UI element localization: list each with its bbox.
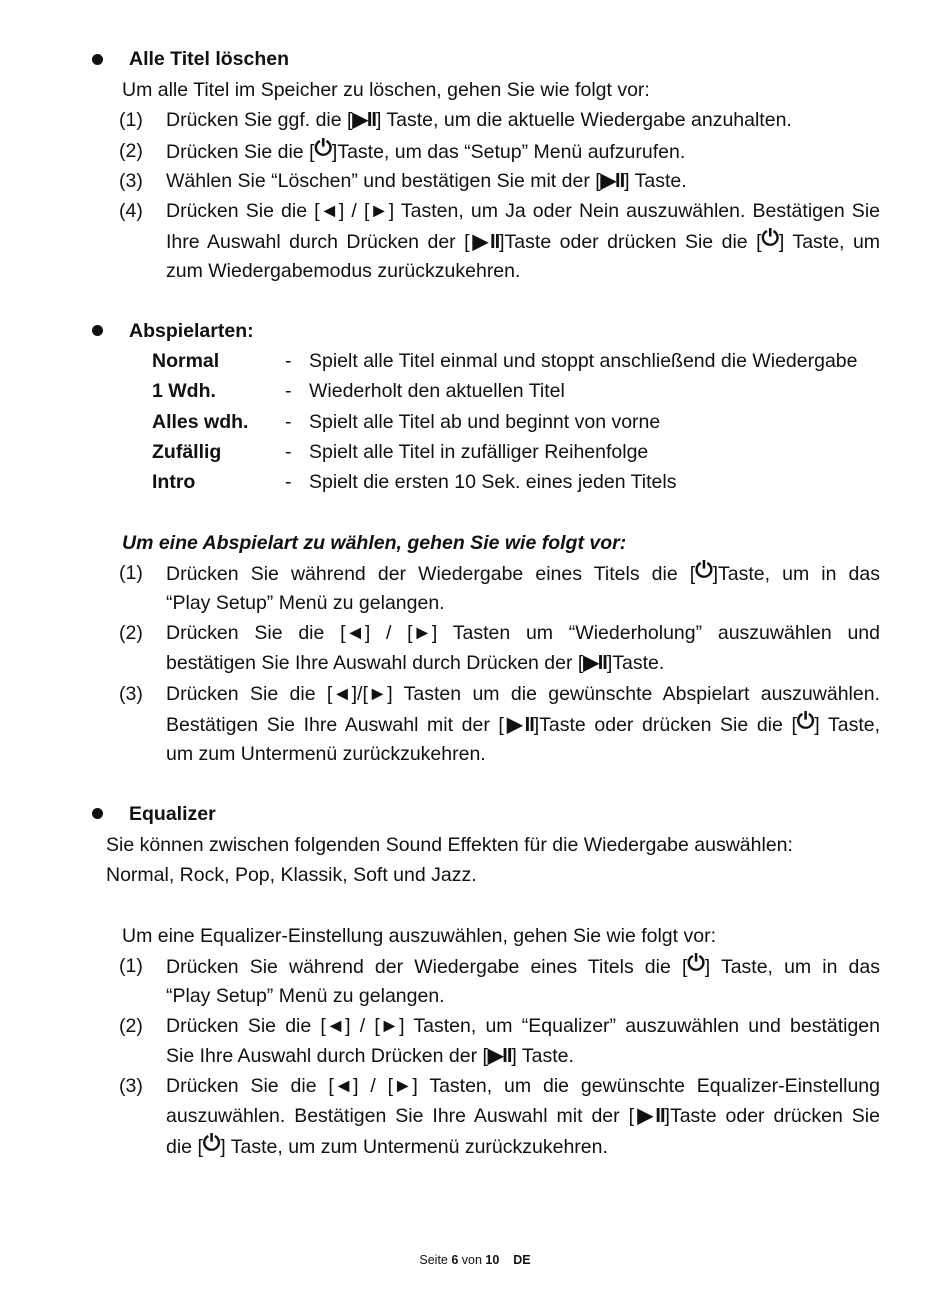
paragraph: Sie können zwischen folgenden Sound Effekten für die Wiedergabe auswählen: xyxy=(106,834,793,856)
list-item-continuation: “Play Setup” Menü zu gelangen. xyxy=(166,592,445,614)
power-icon: ⏻ xyxy=(695,557,713,582)
play-pause-icon: ▶II xyxy=(600,170,625,192)
power-icon: ⏻ xyxy=(314,135,332,160)
document-page: Alle Titel löschen Um alle Titel im Speicher zu löschen, gehen Sie wie folgt vor: (1) Drücken Sie ggf. die [▶II] Taste, um die aktuelle Wiedergabe anzuhalten. (2) Drücken Sie die [⏻]Taste, um das “Setup” Menü aufzurufen. (3) Wählen Sie “Löschen” und bestätigen Sie mit der [▶II] Taste. (4) Drücken Sie die [◄] / [►] Tasten, um Ja oder Nein auszuwählen. Bestätigen Sie Ihre Auswahl durch Drücken der [▶II]Taste oder drücken Sie die [⏻] Taste, um zum Wiedergabemodus zurückzukehren. Abspielarten: Normal - Spielt alle Titel einmal und stoppt anschließend die Wiedergabe 1 Wdh. - Wiederholt den aktuellen Titel Alles wdh. - Spielt alle Titel ab und beginnt von vorne Zufällig - Spielt alle Titel in zufälliger Reihenfolge Intro - Spielt die ersten 10 Sek. eines jeden Titels Um eine Abspielart zu wählen, gehen Sie wie folgt vor: (1) Drücken Sie während der Wiedergabe eines Titels die [⏻]Taste, um in das “Play Setup” Menü zu gelangen. (2) Drücken Sie die [◄] / [►] Tasten um “Wiederholung” auszuwählen und bestätigen Sie Ihre Auswahl durch Drücken der [▶II]Taste. (3) Drücken Sie die [◄]/[►] Tasten um die gewünschte Abspielart auszuwählen. Bestätigen Sie Ihre Auswahl mit der [▶II]Taste oder drücken Sie die [⏻] Taste, um zum Untermenü zurückzukehren. Equalizer Sie können zwischen folgenden Sound Effekten für die Wiedergabe auswählen: Normal, Rock, Pop, Klassik, Soft und Jazz. Um eine Equalizer-Einstellung auszuwählen, gehen Sie wie folgt vor: (1) Drücken Sie während der Wiedergabe eines Titels die [⏻] Taste, um in das “Play Setup” Menü zu gelangen. (2) Drücken Sie die [◄] / [►] Tasten, um “Equalizer” auszuwählen und bestätigen Sie Ihre Auswahl durch Drücken der [▶II] Taste. (3) Drücken Sie die [◄] / [►] Tasten, um die gewünschte Equalizer-Einstellung auszuwählen. Bestätigen Sie Ihre Auswahl mit der [▶II]Taste oder drücken Sie die [⏻] Taste, um zum Untermenü zurückzukehren. Seite 6 von 10 DE xyxy=(0,0,950,1291)
language-code: DE xyxy=(513,1253,531,1267)
power-icon: ⏻ xyxy=(202,1130,221,1155)
page-footer: Seite 6 von 10 DE xyxy=(419,1253,531,1267)
section-heading-equalizer: Equalizer xyxy=(129,803,216,825)
power-icon: ⏻ xyxy=(687,950,705,975)
section-heading-modes: Abspielarten: xyxy=(129,320,254,342)
paragraph: Normal, Rock, Pop, Klassik, Soft und Jazz. xyxy=(106,864,477,886)
bullet-icon xyxy=(92,54,103,65)
play-pause-icon: ▶II xyxy=(583,652,607,674)
play-pause-icon: ▶II xyxy=(634,1105,665,1127)
play-pause-icon: ▶II xyxy=(352,109,376,131)
list-item-continuation: um zum Untermenü zurückzukehren. xyxy=(166,743,486,765)
play-pause-icon: ▶II xyxy=(503,714,534,736)
page-total: 10 xyxy=(485,1253,500,1267)
power-icon: ⏻ xyxy=(796,708,815,733)
bullet-icon xyxy=(92,325,103,336)
page-number: 6 xyxy=(451,1253,459,1267)
play-pause-icon: ▶II xyxy=(487,1045,512,1067)
section-intro-delete: Um alle Titel im Speicher zu löschen, gehen Sie wie folgt vor: xyxy=(122,79,650,101)
list-item-continuation: zum Wiedergabemodus zurückzukehren. xyxy=(166,260,521,282)
section-heading-delete: Alle Titel löschen xyxy=(129,48,290,70)
section-intro-equalizer: Um eine Equalizer-Einstellung auszuwählen, gehen Sie wie folgt vor: xyxy=(122,925,716,947)
bullet-icon xyxy=(92,808,103,819)
power-icon: ⏻ xyxy=(761,225,779,250)
play-pause-icon: ▶II xyxy=(469,231,500,253)
subheading-modes: Um eine Abspielart zu wählen, gehen Sie wie folgt vor: xyxy=(122,532,627,554)
list-item-continuation: “Play Setup” Menü zu gelangen. xyxy=(166,985,445,1007)
